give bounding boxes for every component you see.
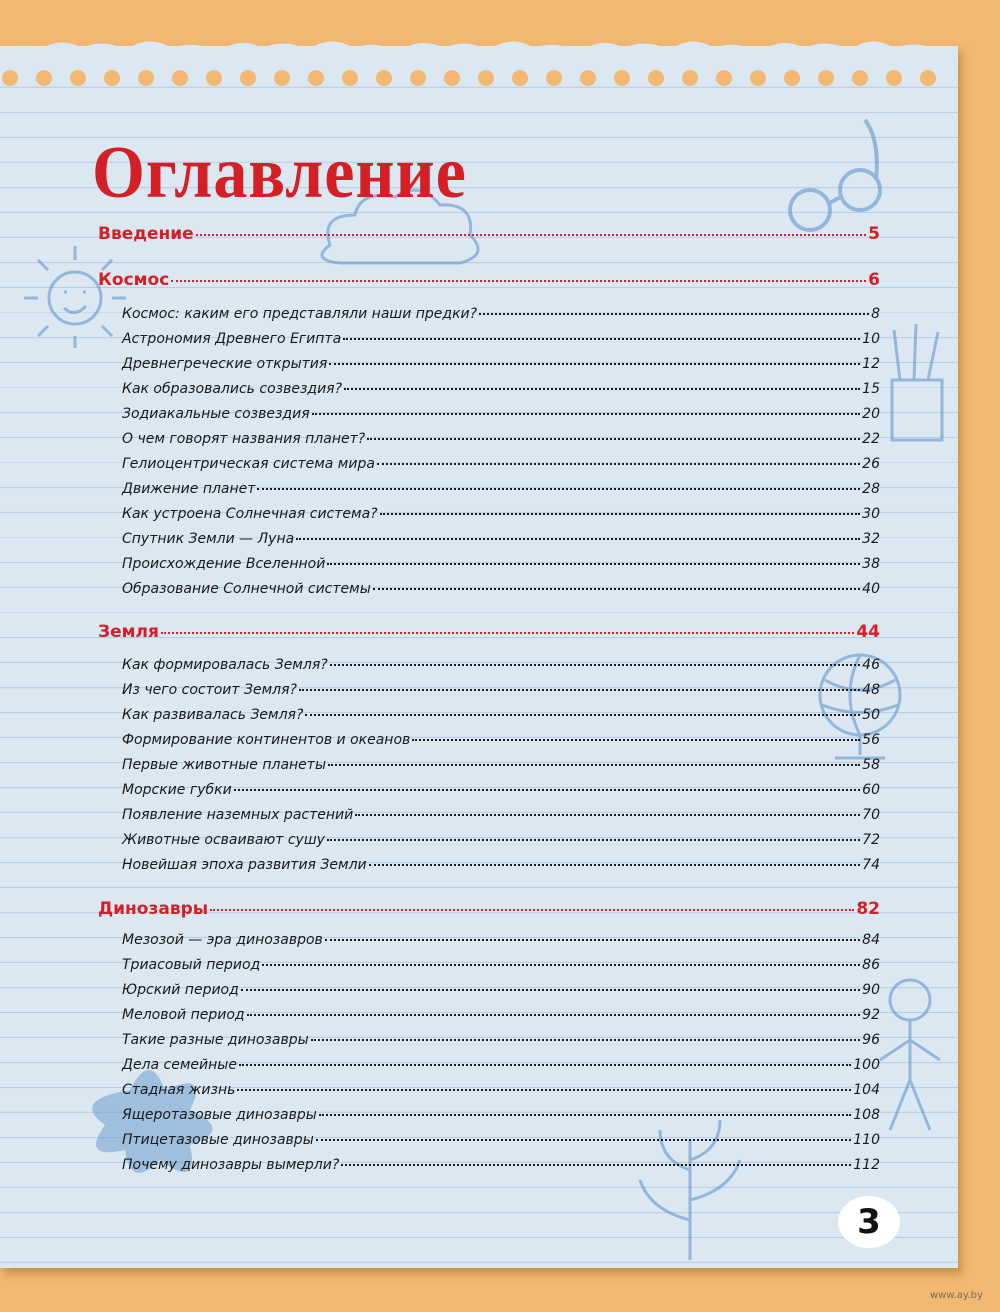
toc-item[interactable] (122, 331, 880, 347)
toc-dot-leader (239, 1064, 851, 1066)
toc-dot-leader (327, 563, 860, 565)
toc-item-page: 96 (862, 1032, 880, 1048)
toc-item-label: Как устроена Солнечная система? (122, 506, 378, 522)
toc-item[interactable] (122, 932, 880, 948)
toc-item-label: Формирование континентов и океанов (122, 732, 411, 748)
toc-item-page: 8 (871, 306, 880, 322)
toc-section-page: 82 (856, 899, 880, 919)
toc-item-label: Происхождение Вселенной (122, 556, 326, 572)
toc-item[interactable] (122, 506, 880, 522)
toc-item-page: 15 (862, 381, 880, 397)
toc-item[interactable] (122, 431, 880, 447)
toc-item[interactable] (122, 857, 880, 873)
punch-holes (0, 66, 958, 90)
toc-item-label: Дела семейные (122, 1057, 237, 1073)
toc-item-page: 48 (862, 682, 880, 698)
toc-item[interactable] (122, 757, 880, 773)
toc-item-page: 46 (862, 657, 880, 673)
toc-item[interactable] (122, 782, 880, 798)
toc-dot-leader (355, 814, 860, 816)
toc-item-label: Как формировалась Земля? (122, 657, 328, 673)
toc-item-label: Гелиоцентрическая система мира (122, 456, 375, 472)
toc-dot-leader (312, 413, 861, 415)
toc-item-label: Зодиакальные созвездия (122, 406, 310, 422)
toc-item-page: 100 (853, 1057, 880, 1073)
toc-dot-leader (305, 714, 860, 716)
toc-item-page: 104 (853, 1082, 880, 1098)
toc-dot-leader (234, 789, 860, 791)
toc-item-label: Морские губки (122, 782, 232, 798)
toc-dot-leader (257, 488, 860, 490)
toc-item-page: 110 (853, 1132, 880, 1148)
toc-item[interactable] (122, 356, 880, 372)
toc-dot-leader (327, 839, 860, 841)
toc-item-page: 112 (853, 1157, 880, 1173)
plant-doodle-icon (620, 1100, 760, 1260)
toc-item[interactable] (122, 1007, 880, 1023)
toc-dot-leader (262, 964, 860, 966)
toc-item-label: Появление наземных растений (122, 807, 354, 823)
toc-item-label: Спутник Земли — Луна (122, 531, 295, 547)
toc-dot-leader (241, 989, 860, 991)
toc-dot-leader (344, 388, 860, 390)
toc-item-label: Меловой период (122, 1007, 245, 1023)
toc-item-label: Как развивалась Земля? (122, 707, 304, 723)
toc-item-page: 92 (862, 1007, 880, 1023)
toc-item[interactable] (122, 456, 880, 472)
toc-dot-leader (319, 1114, 851, 1116)
toc-item-page: 56 (862, 732, 880, 748)
toc-item[interactable] (122, 1132, 880, 1148)
toc-item-label: Древнегреческие открытия (122, 356, 328, 372)
toc-dot-leader (341, 1164, 851, 1166)
watermark: www.ay.by (930, 1290, 983, 1301)
toc-item-page: 60 (862, 782, 880, 798)
toc-item-page: 12 (862, 356, 880, 372)
toc-dot-leader (343, 338, 860, 340)
toc-section-space[interactable] (98, 270, 880, 290)
toc-item-page: 26 (862, 456, 880, 472)
toc-item-page: 40 (862, 581, 880, 597)
toc-item-page: 72 (862, 832, 880, 848)
toc-item-label: Движение планет (122, 481, 256, 497)
toc-item[interactable] (122, 1107, 880, 1123)
toc-dot-leader (369, 864, 861, 866)
toc-dot-leader (247, 1014, 861, 1016)
toc-section-label: Космос (98, 270, 170, 290)
torn-edge (0, 32, 958, 62)
toc-item[interactable] (122, 657, 880, 673)
toc-dot-leader (210, 909, 854, 911)
toc-item-page: 28 (862, 481, 880, 497)
toc-section-page: 6 (868, 270, 880, 290)
toc-item-page: 50 (862, 707, 880, 723)
toc-item[interactable] (122, 381, 880, 397)
toc-dot-leader (196, 234, 866, 236)
toc-item-page: 108 (853, 1107, 880, 1123)
toc-item-label: Стадная жизнь (122, 1082, 236, 1098)
toc-section-label: Динозавры (98, 899, 209, 919)
toc-dot-leader (325, 939, 860, 941)
toc-item[interactable] (122, 556, 880, 572)
toc-item-page: 90 (862, 982, 880, 998)
toc-item-label: Космос: каким его представляли наши предки? (122, 306, 478, 322)
toc-item-label: Ящеротазовые динозавры (122, 1107, 317, 1123)
toc-item[interactable] (122, 1057, 880, 1073)
toc-section-dinosaurs[interactable] (98, 899, 880, 919)
toc-dot-leader (412, 739, 860, 741)
toc-dot-leader (367, 438, 860, 440)
toc-item-label: Образование Солнечной системы (122, 581, 371, 597)
toc-section-page: 5 (868, 224, 880, 244)
toc-item-label: О чем говорят названия планет? (122, 431, 366, 447)
toc-item-page: 74 (862, 857, 880, 873)
toc-item-label: Как образовались созвездия? (122, 381, 343, 397)
toc-item-page: 86 (862, 957, 880, 973)
toc-section-label: Введение (98, 224, 194, 244)
toc-item[interactable] (122, 832, 880, 848)
toc-item[interactable] (122, 707, 880, 723)
toc-item-label: Мезозой — эра динозавров (122, 932, 323, 948)
toc-item[interactable] (122, 1082, 880, 1098)
toc-dot-leader (329, 363, 860, 365)
page-number: 3 (838, 1196, 900, 1248)
toc-item[interactable] (122, 531, 880, 547)
toc-item-page: 84 (862, 932, 880, 948)
toc-item-page: 38 (862, 556, 880, 572)
toc-item-label: Астрономия Древнего Египта (122, 331, 342, 347)
toc-item[interactable] (122, 982, 880, 998)
toc-section-label: Земля (98, 622, 159, 642)
toc-item-label: Почему динозавры вымерли? (122, 1157, 340, 1173)
toc-item-label: Такие разные динозавры (122, 1032, 309, 1048)
toc-item[interactable] (122, 732, 880, 748)
toc-item-label: Первые животные планеты (122, 757, 327, 773)
toc-item[interactable] (122, 1032, 880, 1048)
toc-item-label: Птицетазовые динозавры (122, 1132, 314, 1148)
toc-item[interactable] (122, 957, 880, 973)
page-title: Оглавление (92, 132, 467, 214)
toc-item-page: 70 (862, 807, 880, 823)
toc-item-page: 32 (862, 531, 880, 547)
toc-section-intro[interactable] (98, 224, 880, 244)
toc-item[interactable] (122, 581, 880, 597)
toc-section-page: 44 (856, 622, 880, 642)
toc-item[interactable] (122, 306, 880, 322)
toc-dot-leader (311, 1039, 861, 1041)
toc-dot-leader (380, 513, 861, 515)
toc-item-label: Из чего состоит Земля? (122, 682, 297, 698)
toc-item[interactable] (122, 1157, 880, 1173)
toc-dot-leader (330, 664, 861, 666)
toc-item-label: Триасовый период (122, 957, 261, 973)
sun-doodle-icon (20, 240, 130, 350)
toc-item[interactable] (122, 807, 880, 823)
toc-item[interactable] (122, 481, 880, 497)
toc-dot-leader (328, 764, 860, 766)
toc-item-page: 10 (862, 331, 880, 347)
toc-dot-leader (171, 280, 866, 282)
toc-item-label: Животные осваивают сушу (122, 832, 325, 848)
toc-dot-leader (377, 463, 860, 465)
toc-item-label: Юрский период (122, 982, 239, 998)
toc-item[interactable] (122, 406, 880, 422)
toc-item-page: 22 (862, 431, 880, 447)
toc-section-earth[interactable] (98, 622, 880, 642)
toc-item-label: Новейшая эпоха развития Земли (122, 857, 367, 873)
toc-dot-leader (316, 1139, 852, 1141)
toc-dot-leader (296, 538, 860, 540)
toc-dot-leader (161, 632, 854, 634)
toc-dot-leader (479, 313, 869, 315)
pencil-cup-doodle-icon (880, 320, 960, 450)
toc-item-page: 58 (862, 757, 880, 773)
toc-item[interactable] (122, 682, 880, 698)
toc-dot-leader (373, 588, 860, 590)
toc-item-page: 30 (862, 506, 880, 522)
toc-dot-leader (237, 1089, 851, 1091)
toc-dot-leader (299, 689, 860, 691)
toc-item-page: 20 (862, 406, 880, 422)
